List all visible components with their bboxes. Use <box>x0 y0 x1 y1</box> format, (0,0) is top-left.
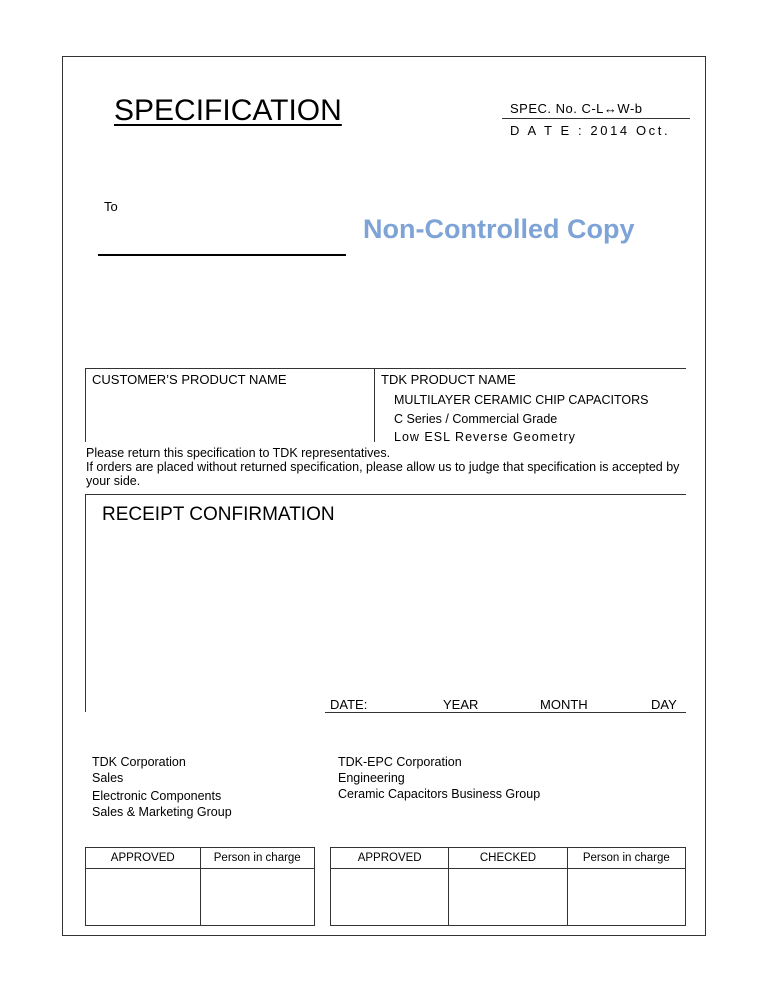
approved-header: APPROVED <box>331 848 449 869</box>
product-table-top-rule <box>85 368 686 369</box>
year-label: YEAR <box>443 697 479 712</box>
tdk-product-line: C Series / Commercial Grade <box>394 412 558 426</box>
org-line: TDK Corporation <box>92 755 186 769</box>
recipient-label: To <box>104 199 118 214</box>
approved-signature-cell <box>86 869 201 926</box>
document-title: SPECIFICATION <box>114 94 342 127</box>
spec-divider <box>502 118 690 119</box>
org-line: Sales <box>92 771 124 785</box>
person-in-charge-signature-cell <box>567 869 685 926</box>
org-line: TDK-EPC Corporation <box>338 755 462 769</box>
person-in-charge-header: Person in charge <box>200 848 315 869</box>
org-line: Electronic Components <box>92 789 222 803</box>
spec-date: D A T E : 2014 Oct. <box>510 123 671 138</box>
notice-line: If orders are placed without returned specification, please allow us to judge that specification is accepted by your side. <box>86 460 680 488</box>
org-line: Ceramic Capacitors Business Group <box>338 787 541 801</box>
receipt-top-rule <box>85 494 686 495</box>
tdk-product-line: MULTILAYER CERAMIC CHIP CAPACITORS <box>394 393 649 407</box>
recipient-line <box>98 254 346 256</box>
month-label: MONTH <box>540 697 588 712</box>
person-in-charge-signature-cell <box>200 869 315 926</box>
approved-signature-cell <box>331 869 449 926</box>
tdk-sales-org <box>92 754 232 820</box>
org-line: Engineering <box>338 771 405 785</box>
receipt-title: RECEIPT CONFIRMATION <box>102 504 335 525</box>
sales-signature-table <box>85 847 315 926</box>
spec-number: SPEC. No. C-L↔W-b <box>510 101 643 116</box>
tdk-epc-org <box>338 754 540 802</box>
engineering-signature-table <box>330 847 686 926</box>
checked-header: CHECKED <box>449 848 567 869</box>
date-rule <box>325 712 686 713</box>
product-table-left-rule <box>85 368 86 442</box>
day-label: DAY <box>651 697 677 712</box>
org-line: Sales & Marketing Group <box>92 805 232 819</box>
product-table-divider <box>374 368 375 442</box>
non-controlled-watermark: Non-Controlled Copy <box>363 214 635 244</box>
notice-line: Please return this specification to TDK representatives. <box>86 446 391 460</box>
person-in-charge-header: Person in charge <box>567 848 685 869</box>
approved-header: APPROVED <box>86 848 201 869</box>
checked-signature-cell <box>449 869 567 926</box>
customer-product-header: CUSTOMER’S PRODUCT NAME <box>92 372 287 387</box>
return-notice <box>86 446 691 488</box>
tdk-product-header: TDK PRODUCT NAME <box>381 372 516 387</box>
date-label: DATE: <box>330 697 368 712</box>
tdk-product-line: Low ESL Reverse Geometry <box>394 430 576 444</box>
receipt-left-rule <box>85 494 86 712</box>
